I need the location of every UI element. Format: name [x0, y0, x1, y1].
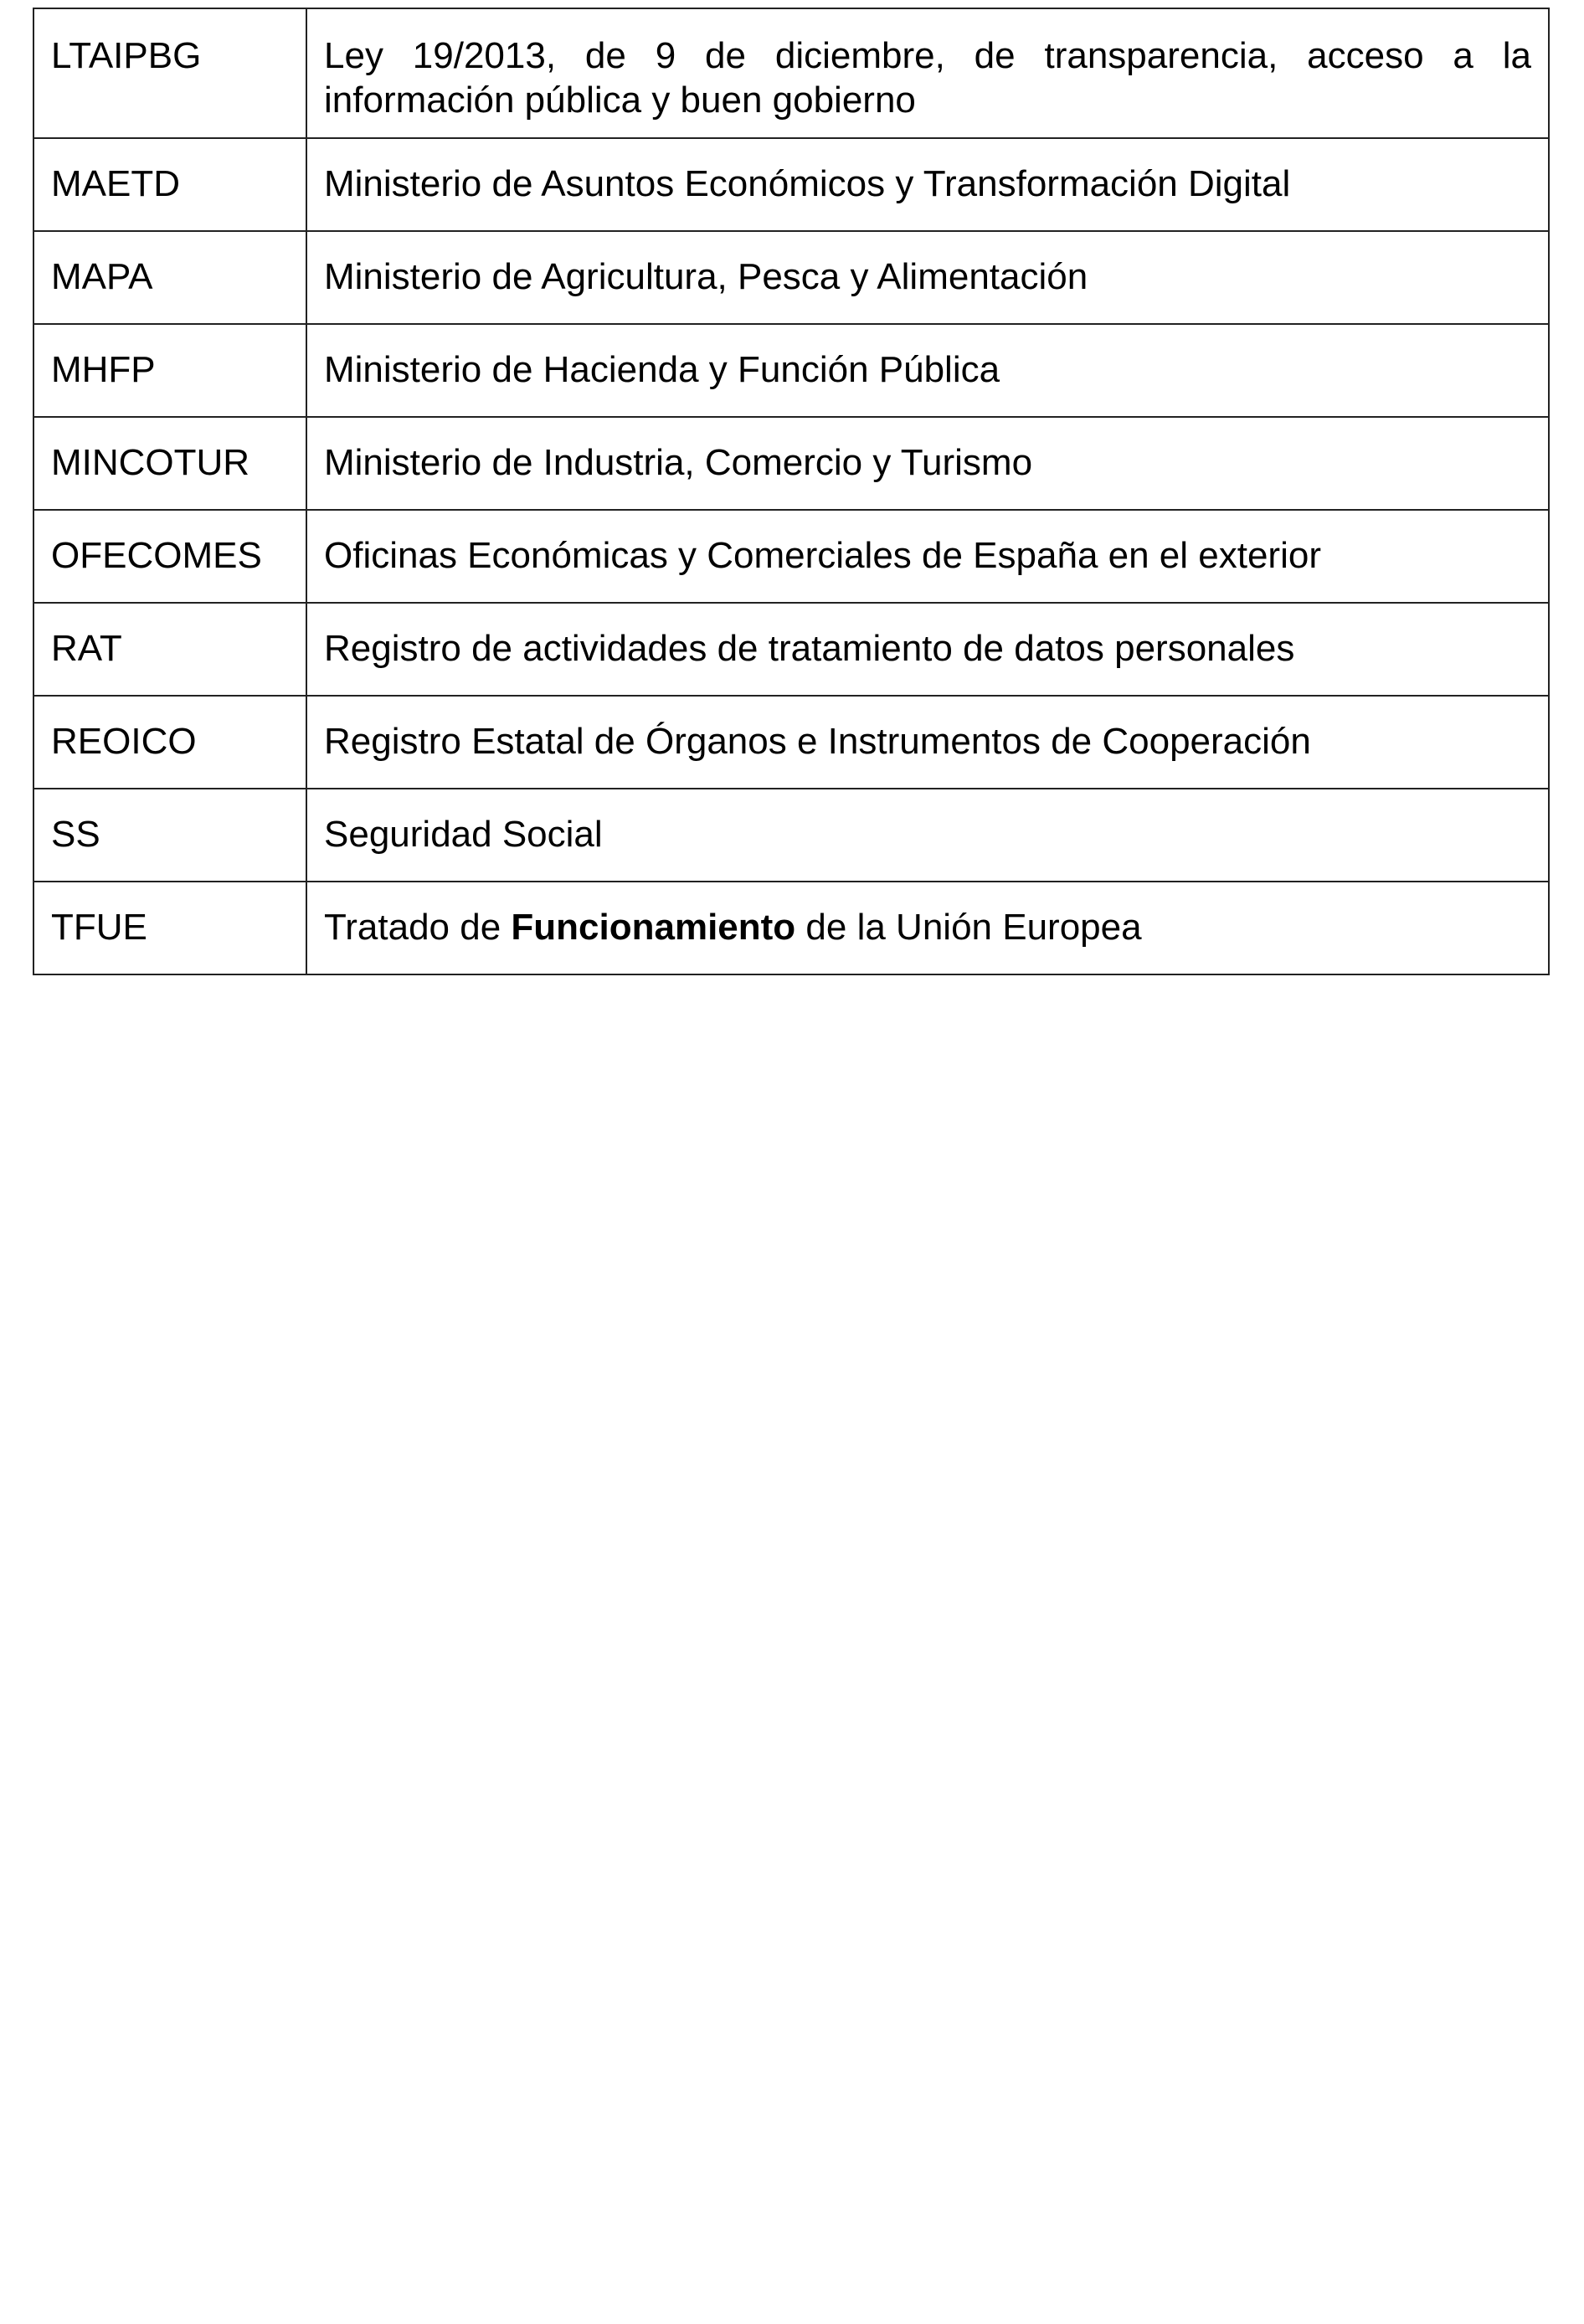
- table-row: [33, 882, 1549, 974]
- definition-cell: Registro de actividades de tratamiento de datos personales: [306, 603, 1549, 696]
- definition-cell: Seguridad Social: [306, 789, 1549, 882]
- table-row: [33, 231, 1549, 324]
- definition-cell: Ministerio de Agricultura, Pesca y Alimentación: [306, 231, 1549, 324]
- definition-text: Tratado de: [324, 907, 512, 948]
- definition-cell: Registro Estatal de Órganos e Instrumentos de Cooperación: [306, 696, 1549, 789]
- abbreviation-cell: RAT: [33, 603, 306, 696]
- abbreviation-cell: LTAIPBG: [33, 8, 306, 138]
- definition-cell: Ministerio de Industria, Comercio y Turismo: [306, 417, 1549, 510]
- abbreviation-cell: REOICO: [33, 696, 306, 789]
- abbreviations-table: [33, 8, 1550, 975]
- table-row: [33, 603, 1549, 696]
- table-row: [33, 138, 1549, 231]
- table-row: [33, 324, 1549, 417]
- abbreviation-cell: MINCOTUR: [33, 417, 306, 510]
- abbreviation-cell: MHFP: [33, 324, 306, 417]
- table-row: [33, 8, 1549, 138]
- table-row: [33, 417, 1549, 510]
- table-row: [33, 510, 1549, 603]
- table-row: [33, 789, 1549, 882]
- definition-bold-text: Funcionamiento: [511, 907, 796, 948]
- abbreviation-cell: TFUE: [33, 882, 306, 974]
- abbreviation-cell: SS: [33, 789, 306, 882]
- abbreviation-cell: OFECOMES: [33, 510, 306, 603]
- definition-cell: Ministerio de Asuntos Económicos y Transformación Digital: [306, 138, 1549, 231]
- abbreviation-cell: MAPA: [33, 231, 306, 324]
- definition-cell: Ley 19/2013, de 9 de diciembre, de transparencia, acceso a la información pública y buen gobierno: [306, 8, 1549, 138]
- definition-cell: Ministerio de Hacienda y Función Pública: [306, 324, 1549, 417]
- definition-text: de la Unión Europea: [795, 907, 1142, 948]
- table-row: [33, 696, 1549, 789]
- definition-cell: [306, 882, 1549, 974]
- abbreviation-cell: MAETD: [33, 138, 306, 231]
- definition-cell: Oficinas Económicas y Comerciales de España en el exterior: [306, 510, 1549, 603]
